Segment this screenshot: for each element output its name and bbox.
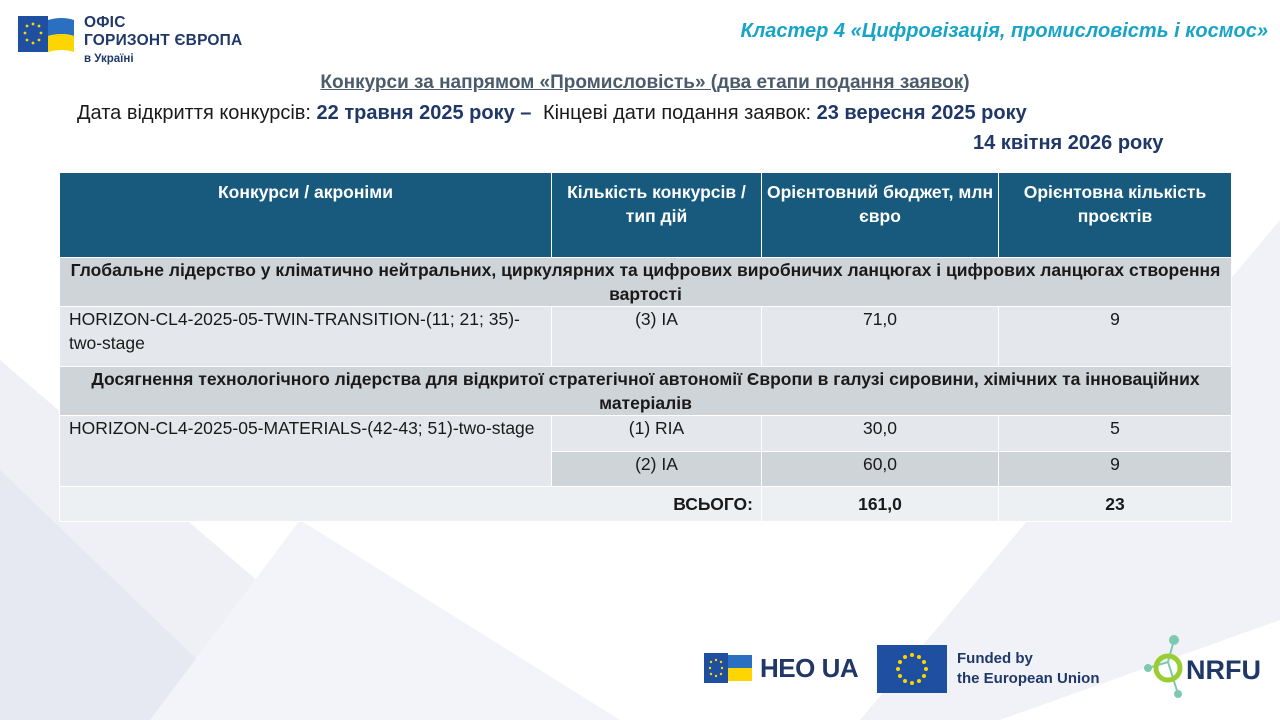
eu-flag-icon xyxy=(877,645,947,693)
section-2-title: Досягнення технологічного лідерства для відкритої стратегічної автономії Європи в галузі сировини, хімічних та інноваційних матеріалів xyxy=(60,367,1232,416)
funded-by-eu-logo xyxy=(877,645,1117,695)
row-2-acronym: HORIZON-CL4-2025-05-MATERIALS-(42-43; 51)-two-stage xyxy=(60,416,552,487)
header-calls: Конкурси / акроніми xyxy=(60,173,552,258)
heo-ua-logo xyxy=(704,650,864,686)
header-projects: Орієнтовна кількість проєктів xyxy=(999,173,1232,258)
row-1-type: (3) IA xyxy=(552,307,762,367)
row-2b-budget: 60,0 xyxy=(762,452,999,487)
calls-table xyxy=(59,172,1232,522)
page-subtitle: Конкурси за напрямом «Промисловість» (два етапи подання заявок) xyxy=(320,72,970,93)
opening-label: Дата відкриття конкурсів: xyxy=(77,102,311,124)
eu-line-2: the European Union xyxy=(957,670,1100,687)
row-2a-budget: 30,0 xyxy=(762,416,999,452)
header-count-type: Кількість конкурсів / тип дій xyxy=(552,173,762,258)
row-2a-type: (1) RIA xyxy=(552,416,762,452)
section-row xyxy=(60,258,1232,307)
deadline-label: Кінцеві дати подання заявок: xyxy=(542,102,812,124)
section-row xyxy=(60,367,1232,416)
eu-ukraine-flag-icon xyxy=(18,16,74,52)
nrfu-logo xyxy=(1138,632,1268,704)
logo-line-2: ГОРИЗОНТ ЄВРОПА xyxy=(84,32,243,49)
heo-ua-logo-text: HEO UA xyxy=(760,653,859,683)
table-row xyxy=(60,416,1232,452)
opening-date: 22 травня 2025 року – xyxy=(316,102,532,124)
deadline-date-1: 23 вересня 2025 року xyxy=(816,102,1027,124)
total-budget: 161,0 xyxy=(762,487,999,522)
dates-line xyxy=(77,102,1027,125)
table-row xyxy=(60,307,1232,367)
row-1-budget: 71,0 xyxy=(762,307,999,367)
eu-line-1: Funded by xyxy=(957,650,1033,667)
table-header-row xyxy=(60,173,1232,258)
header-budget: Орієнтовний бюджет, млн євро xyxy=(762,173,999,258)
row-1-projects: 9 xyxy=(999,307,1232,367)
deadline-date-2: 14 квітня 2026 року xyxy=(973,132,1164,154)
logo-line-1: ОФІС xyxy=(84,14,126,31)
molecule-icon xyxy=(1138,632,1188,704)
section-1-title: Глобальне лідерство у кліматично нейтральних, циркулярних та цифрових виробничих ланцюгах і цифрових ланцюгах створення вартості xyxy=(60,258,1232,307)
cluster-title: Кластер 4 «Цифровізація, промисловість і космос» xyxy=(740,20,1268,42)
row-2a-projects: 5 xyxy=(999,416,1232,452)
eu-ukraine-flag-icon xyxy=(704,653,752,683)
nrfu-logo-text: NRFU xyxy=(1186,655,1261,685)
row-2b-projects: 9 xyxy=(999,452,1232,487)
total-row xyxy=(60,487,1232,522)
logo-line-3: в Україні xyxy=(84,53,134,65)
total-label: ВСЬОГО: xyxy=(60,487,762,522)
row-1-acronym: HORIZON-CL4-2025-05-TWIN-TRANSITION-(11; 21; 35)-two-stage xyxy=(60,307,552,367)
total-projects: 23 xyxy=(999,487,1232,522)
row-2b-type: (2) IA xyxy=(552,452,762,487)
horizon-europe-office-logo xyxy=(18,14,258,70)
